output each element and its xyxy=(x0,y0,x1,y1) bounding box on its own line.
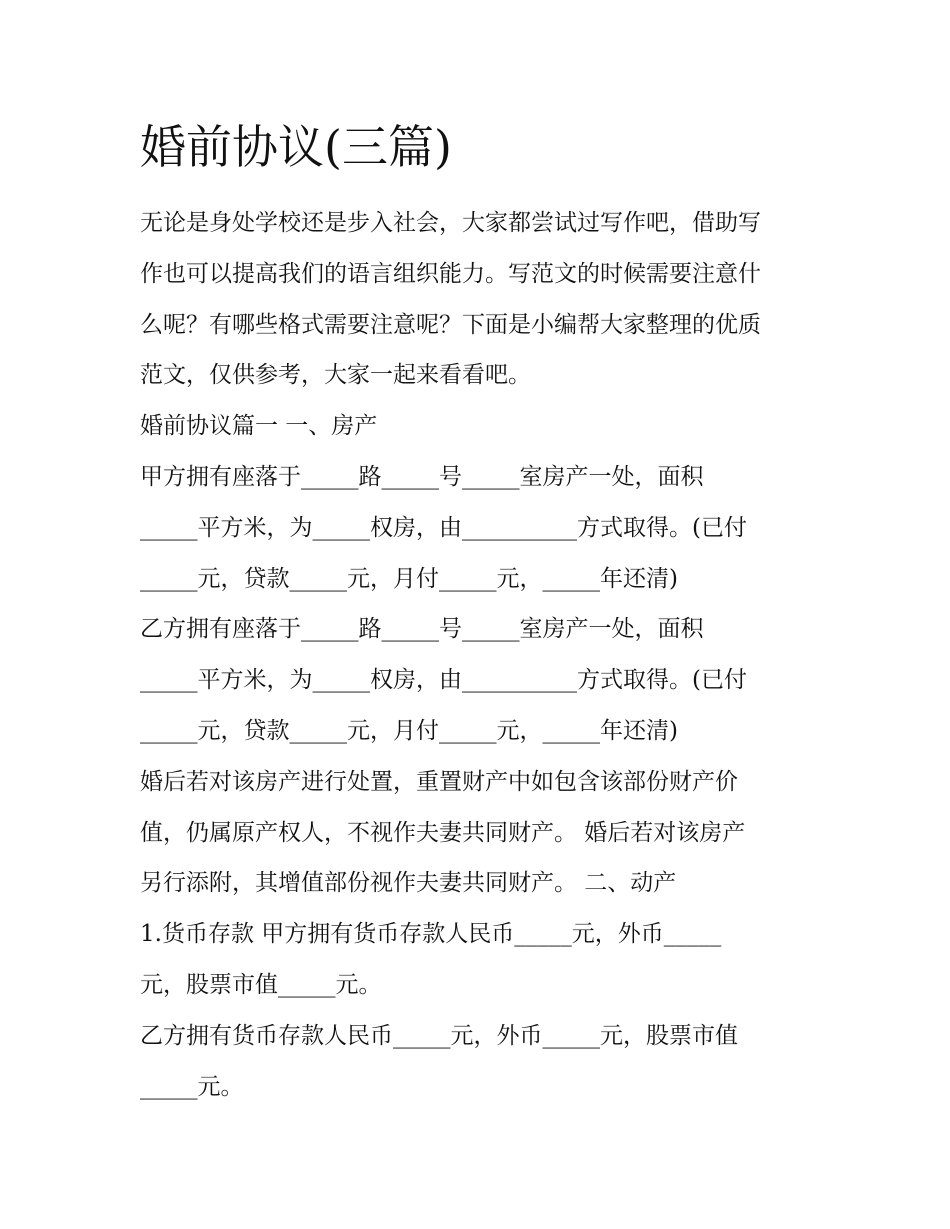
text-line: 另行添附，其增值部份视作夫妻共同财产。 二、动产 xyxy=(140,870,677,897)
text-line: 值，仍属原产权人，不视作夫妻共同财产。 婚后若对该房产 xyxy=(140,819,746,846)
text-line: 乙方拥有货币存款人民币_____元，外币_____元，股票市值 xyxy=(140,1022,738,1049)
text-line: 甲方拥有座落于_____路_____号_____室房产一处，面积 xyxy=(140,463,704,490)
text-line: 无论是身处学校还是步入社会，大家都尝试过写作吧，借助写 xyxy=(140,210,761,236)
document-body xyxy=(140,198,820,1112)
text-line: _____元。 xyxy=(140,1073,244,1100)
document-title: 婚前协议(三篇) xyxy=(140,120,452,174)
text-line: _____平方米，为_____权房，由__________方式取得。(已付 xyxy=(140,667,747,694)
text-line: 作也可以提高我们的语言组织能力。写范文的时候需要注意什 xyxy=(140,260,761,287)
text-line: 么呢？有哪些格式需要注意呢？下面是小编帮大家整理的优质 xyxy=(140,311,761,338)
text-line: 范文，仅供参考，大家一起来看看吧。 xyxy=(140,362,531,389)
text-line: _____元，贷款_____元，月付_____元，_____年还清) xyxy=(140,565,678,592)
section-heading: 婚前协议篇一 一、房产 xyxy=(140,413,378,440)
text-line: _____平方米，为_____权房，由__________方式取得。(已付 xyxy=(140,514,747,541)
text-line: _____元，贷款_____元，月付_____元，_____年还清) xyxy=(140,717,678,744)
text-line: 乙方拥有座落于_____路_____号_____室房产一处，面积 xyxy=(140,616,704,643)
text-line: 婚后若对该房产进行处置，重置财产中如包含该部份财产价 xyxy=(140,768,738,795)
text-line: 1.货币存款 甲方拥有货币存款人民币_____元，外币_____ xyxy=(140,921,722,948)
text-line: 元，股票市值_____元。 xyxy=(140,971,382,998)
